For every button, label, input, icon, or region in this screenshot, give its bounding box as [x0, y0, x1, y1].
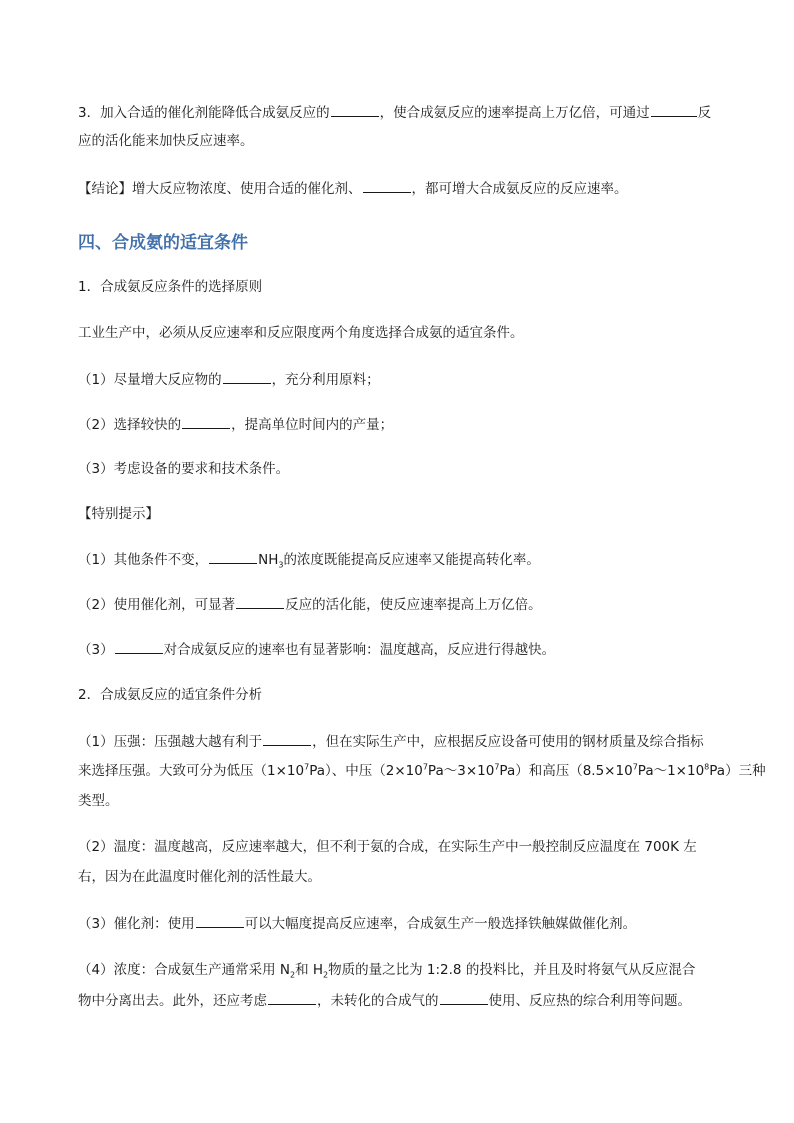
- answer-blank[interactable]: [223, 369, 271, 384]
- text: 【结论】增大反应物浓度、使用合适的催化剂、: [78, 181, 362, 197]
- temperature-line-1: （2）温度：温度越高，反应速率越大，但不利于氨的合成，在实际生产中一般控制反应温度在 700K 左: [78, 839, 697, 855]
- text: （3）催化剂：使用: [78, 916, 195, 932]
- text: （2）选择较快的: [78, 417, 182, 433]
- text: NH: [258, 552, 279, 568]
- pressure-line-2: [78, 761, 766, 781]
- catalyst-line: [78, 913, 636, 934]
- tip-1: [78, 549, 540, 570]
- text: （4）浓度：合成氨生产通常采用 N: [78, 962, 290, 978]
- principle-item-3: （3）考虑设备的要求和技术条件。: [78, 461, 290, 477]
- text: 物质的量之比为 1:2.8 的投料比，并且及时将氨气从反应混合: [328, 962, 696, 978]
- superscript: 7: [632, 762, 638, 772]
- text: 反: [697, 105, 712, 121]
- temperature-line-2: 右，因为在此温度时催化剂的活性最大。: [78, 869, 321, 885]
- text: （2）使用催化剂，可显著: [78, 597, 236, 613]
- text: 对合成氨反应的速率也有显著影响：温度越高，反应进行得越快。: [163, 642, 556, 658]
- answer-blank[interactable]: [651, 102, 697, 117]
- superscript: 7: [422, 762, 428, 772]
- answer-blank[interactable]: [363, 178, 411, 193]
- text: 反应的活化能，使反应速率提高上万亿倍。: [285, 597, 542, 613]
- answer-blank[interactable]: [268, 990, 316, 1005]
- text: （3）: [78, 642, 114, 658]
- answer-blank[interactable]: [196, 913, 244, 928]
- tip-3: [78, 639, 555, 660]
- sec3-line-1: [78, 102, 711, 123]
- superscript: 7: [494, 762, 500, 772]
- answer-blank[interactable]: [331, 102, 379, 117]
- text: Pa～3×10: [427, 763, 495, 779]
- subscript: 2: [323, 970, 329, 980]
- answer-blank[interactable]: [115, 639, 163, 654]
- text: （1）压强：压强越大越有利于: [78, 734, 263, 750]
- text: Pa）三种: [709, 763, 766, 779]
- principle-item-2: [78, 414, 393, 435]
- text: 和 H: [295, 962, 324, 978]
- superscript: 8: [704, 762, 710, 772]
- text: 来选择压强。大致可分为低压（1×10: [78, 763, 305, 779]
- text: ，未转化的合成气的: [317, 993, 439, 1009]
- concentration-line-2: [78, 990, 691, 1011]
- text: （1）其他条件不变，: [78, 552, 209, 568]
- subscript: 2: [289, 970, 296, 980]
- concentration-line-1: [78, 960, 695, 980]
- text: 可以大幅度提高反应速率，合成氨生产一般选择铁触媒做催化剂。: [244, 916, 637, 932]
- subsection-title-1: 1．合成氨反应条件的选择原则: [78, 279, 263, 295]
- text: 3．加入合适的催化剂能降低合成氨反应的: [78, 105, 330, 121]
- sec3-line-2: 应的活化能来加快反应速率。: [78, 133, 254, 149]
- answer-blank[interactable]: [440, 990, 488, 1005]
- text: ，都可增大合成氨反应的反应速率。: [411, 181, 628, 197]
- text: Pa）、中压（2×10: [309, 763, 423, 779]
- text: （1）尽量增大反应物的: [78, 372, 222, 388]
- superscript: 7: [304, 762, 310, 772]
- conclusion: [78, 178, 628, 199]
- tips-title: 【特别提示】: [78, 506, 159, 522]
- text: Pa）和高压（8.5×10: [499, 763, 633, 779]
- text: 的浓度既能提高反应速率又能提高转化率。: [283, 552, 540, 568]
- principle-intro: 工业生产中，必须从反应速率和反应限度两个角度选择合成氨的适宜条件。: [78, 325, 524, 341]
- answer-blank[interactable]: [182, 414, 230, 429]
- text: ，但在实际生产中，应根据反应设备可使用的钢材质量及综合指标: [312, 734, 704, 750]
- subsection-title-2: 2．合成氨反应的适宜条件分析: [78, 687, 263, 703]
- text: ，充分利用原料；: [271, 372, 380, 388]
- answer-blank[interactable]: [209, 549, 257, 564]
- pressure-line-1: [78, 731, 704, 752]
- answer-blank[interactable]: [236, 594, 284, 609]
- subscript: 3: [278, 560, 284, 570]
- text: Pa～1×10: [637, 763, 705, 779]
- pressure-line-3: 类型。: [78, 793, 119, 809]
- text: ，使合成氨反应的速率提高上万亿倍，可通过: [379, 105, 650, 121]
- principle-item-1: [78, 369, 380, 390]
- section-heading: 四、合成氨的适宜条件: [78, 233, 248, 253]
- tip-2: [78, 594, 542, 615]
- text: 使用、反应热的综合利用等问题。: [488, 993, 691, 1009]
- text: ，提高单位时间内的产量；: [231, 417, 394, 433]
- text: 物中分离出去。此外，还应考虑: [78, 993, 267, 1009]
- answer-blank[interactable]: [263, 731, 311, 746]
